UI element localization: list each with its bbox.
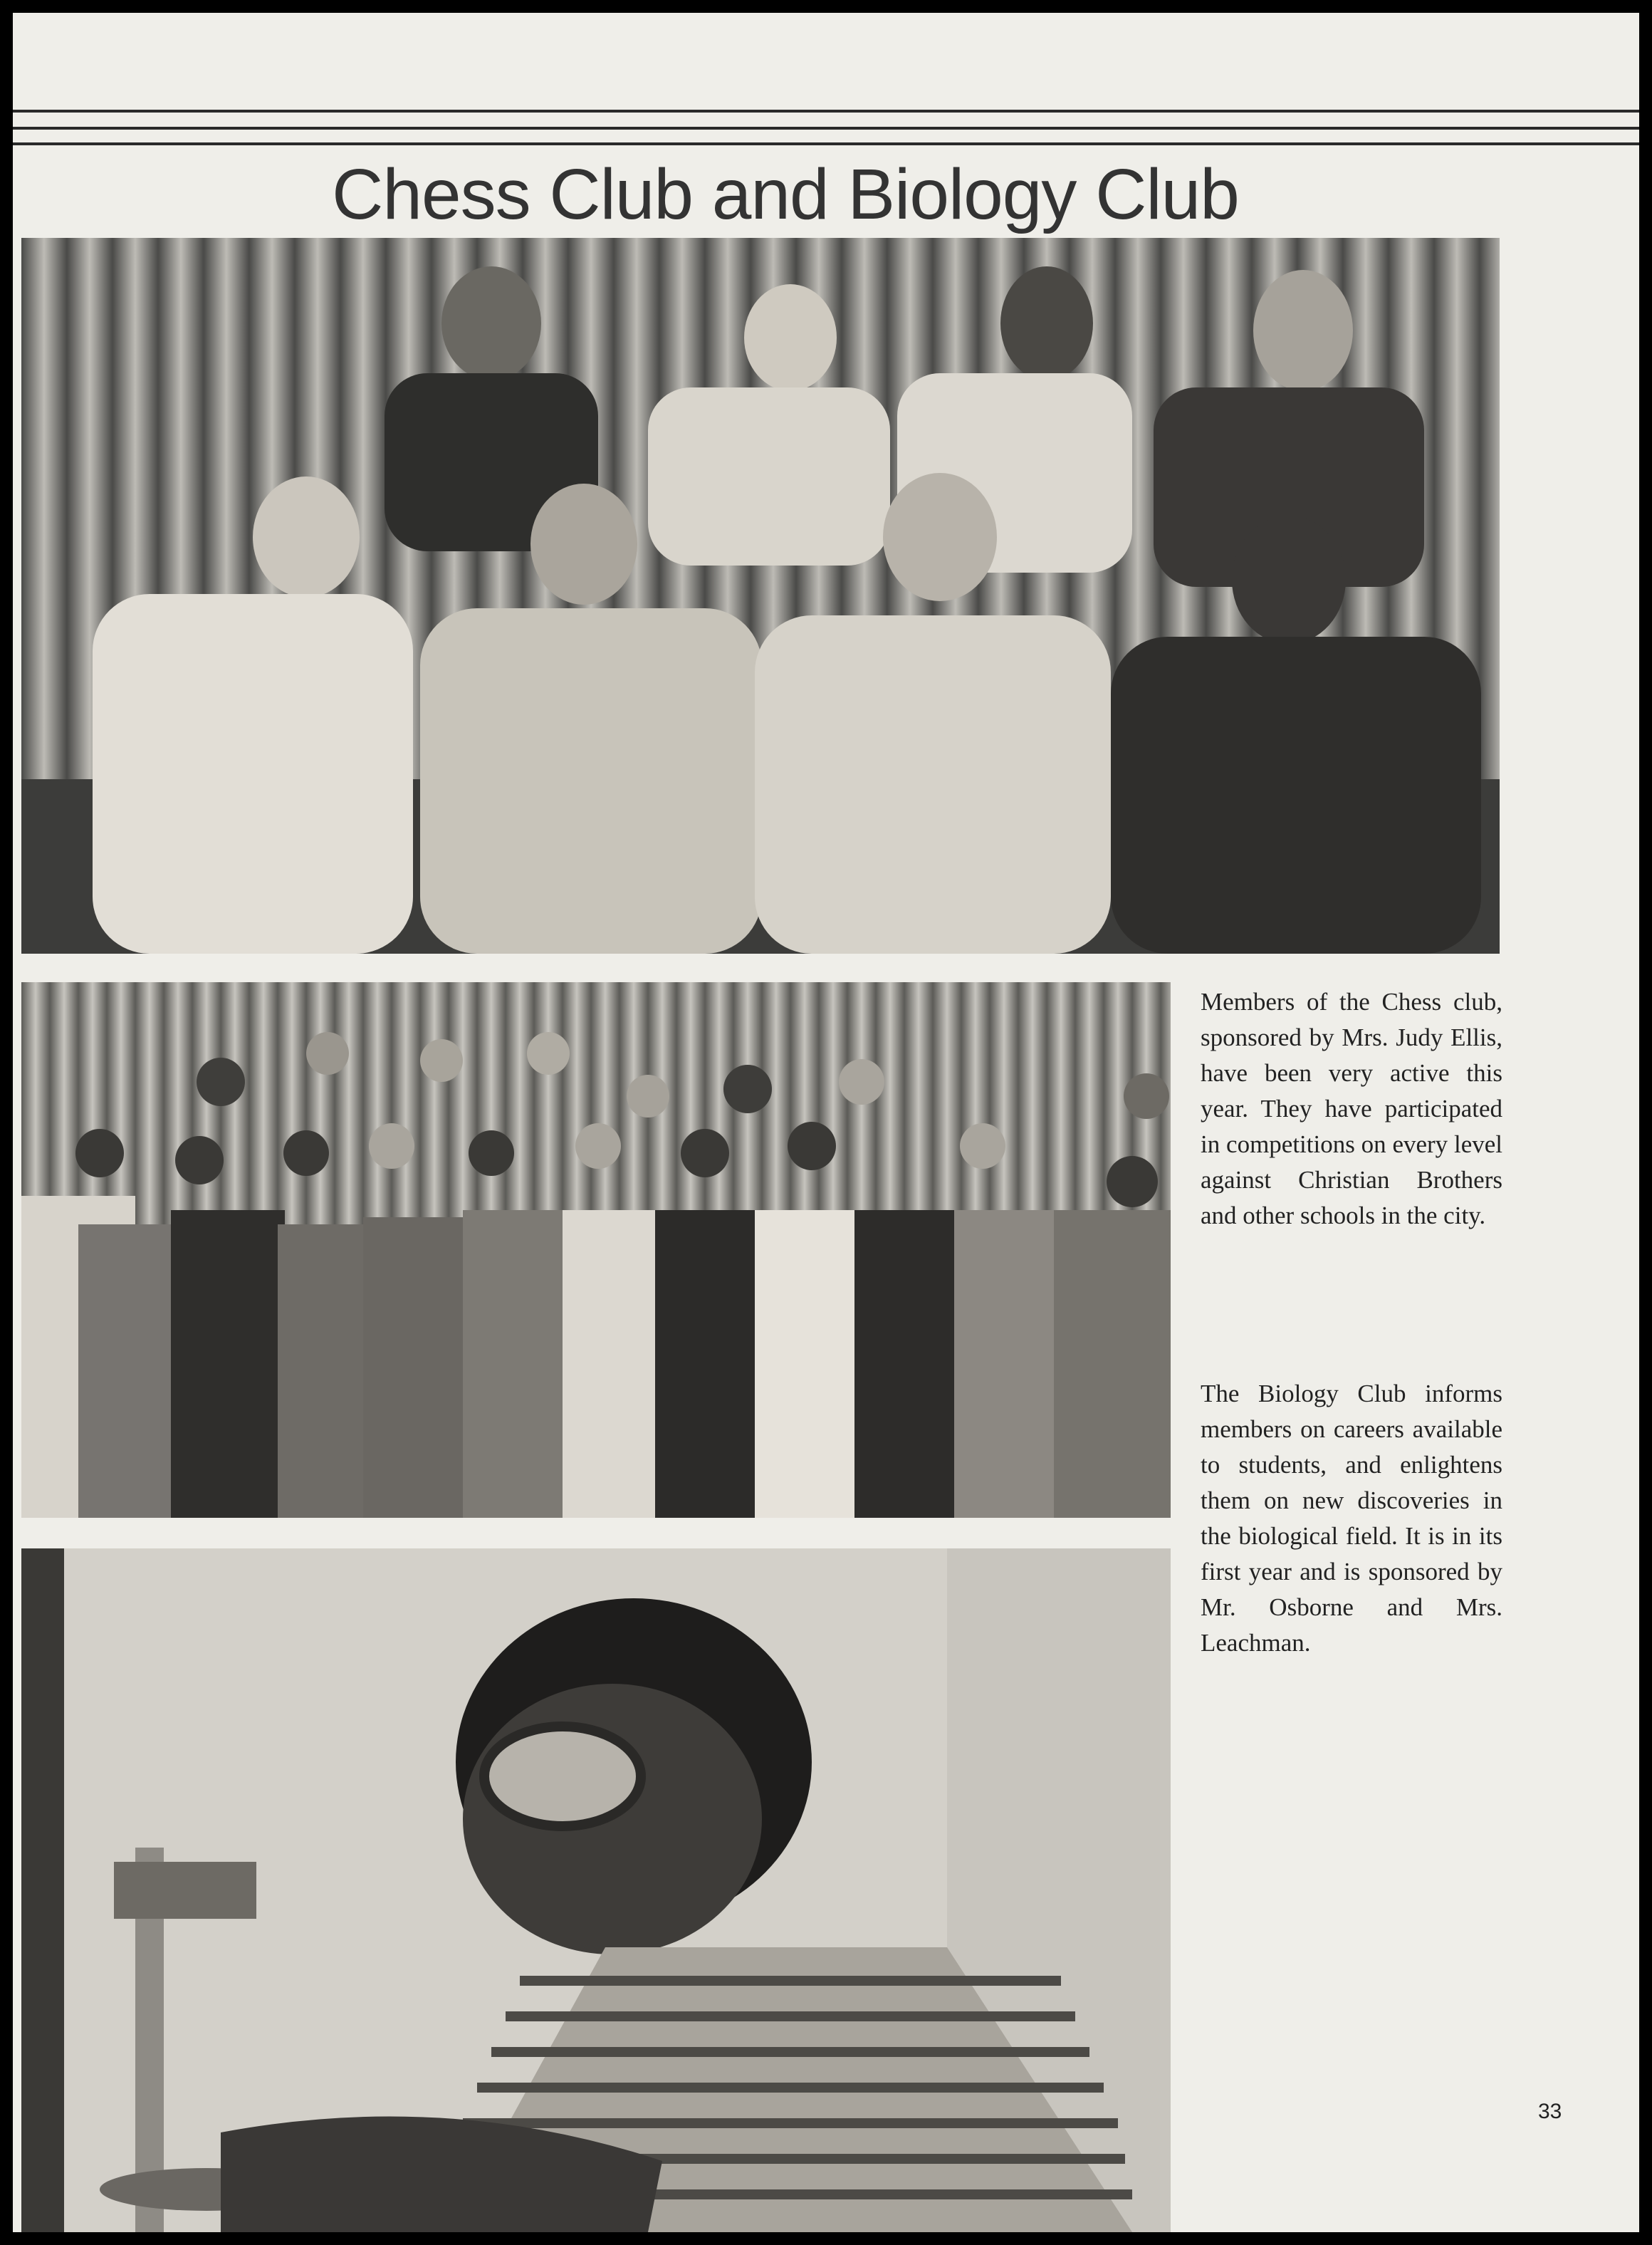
header-rule-middle bbox=[13, 127, 1639, 130]
chess-club-photo-image bbox=[21, 238, 1500, 954]
student-with-goggles-photo bbox=[21, 1548, 1171, 2232]
yearbook-page bbox=[13, 13, 1639, 2232]
page-title: Chess Club and Biology Club bbox=[332, 155, 1239, 234]
student-photo-image bbox=[21, 1548, 1171, 2232]
biology-club-photo-image bbox=[21, 982, 1171, 1518]
chess-club-group-photo bbox=[21, 238, 1500, 954]
header-rule-bottom bbox=[13, 142, 1639, 145]
biology-club-group-photo bbox=[21, 982, 1171, 1518]
header-rule-top bbox=[13, 110, 1639, 113]
biology-club-paragraph: The Biology Club informs members on careers available to students, and enlightens them on new discoveries in the biological field. It is in its first year and is sponsored by Mr. Osborne and Mrs. Leachman. bbox=[1201, 1380, 1502, 1657]
chess-club-paragraph: Members of the Chess club, sponsored by Mrs. Judy Ellis, have been very active this year. They have participated in competitions on every level against Christian Brothers and other schools in the city. bbox=[1201, 988, 1502, 1229]
page-number: 33 bbox=[1538, 2100, 1562, 2123]
